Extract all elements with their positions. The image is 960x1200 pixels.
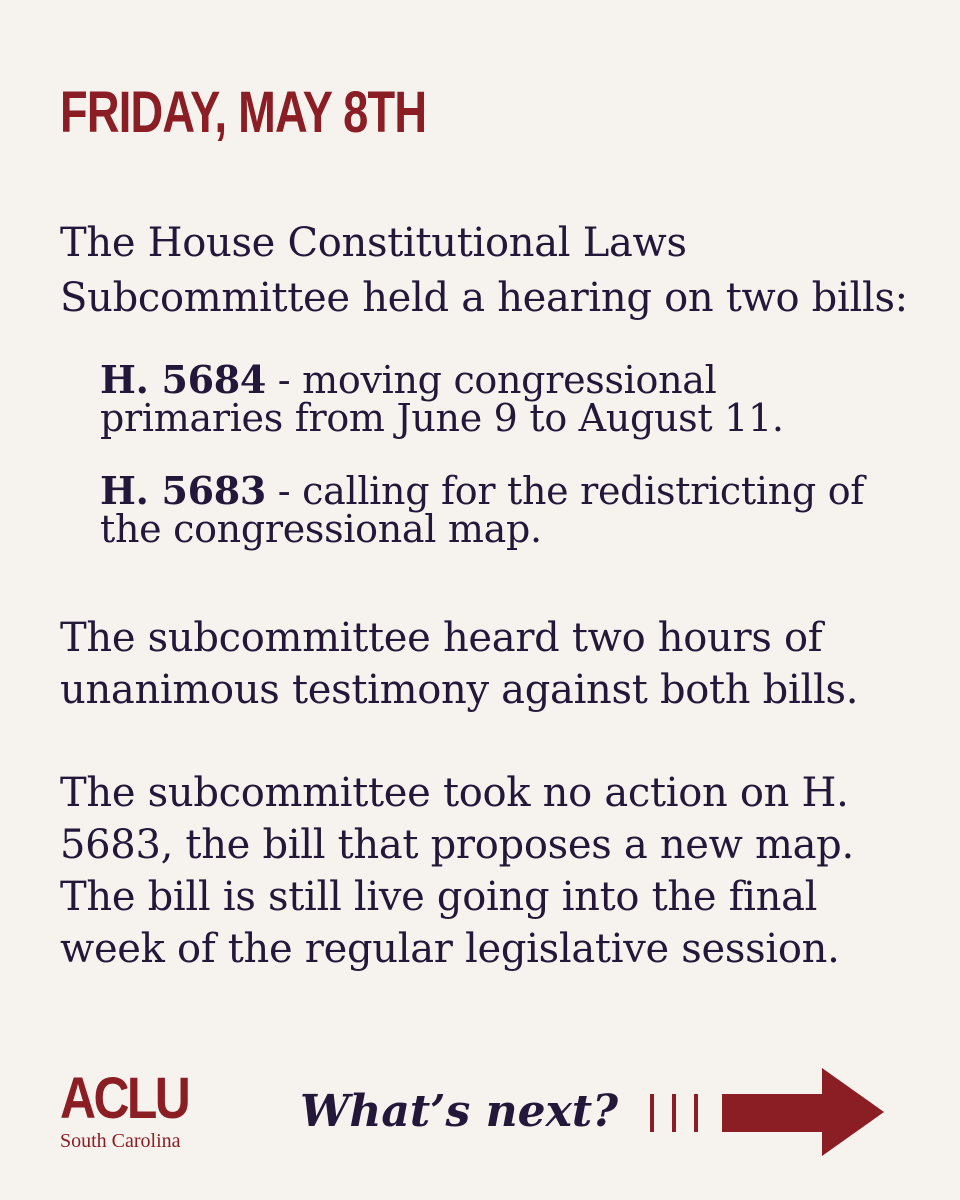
next-arrow-button[interactable] (646, 1064, 890, 1160)
aclu-logo (60, 1066, 220, 1160)
bill-number: H. 5684 (100, 357, 267, 402)
logo-wordmark: ACLU (60, 1066, 189, 1131)
bill-item (100, 468, 900, 551)
bill-description: - calling for the redistricting of the congressional map. (100, 469, 865, 551)
page-title: FRIDAY, MAY 8TH (60, 80, 427, 145)
bill-number: H. 5683 (100, 468, 267, 513)
intro-text: The House Constitutional Laws Subcommittee held a hearing on two bills: (60, 220, 908, 321)
whats-next-label: What’s next? (300, 1086, 618, 1137)
status-paragraph: The subcommittee took no action on H. 5683, the bill that proposes a new map. The bill is still live going into the final week of the regular legislative session. (60, 770, 854, 972)
logo-subtext: South Carolina (60, 1130, 181, 1152)
bill-description: - moving congressional primaries from June 9 to August 11. (100, 358, 784, 440)
bill-item (100, 357, 900, 440)
arrow-right-icon (646, 1064, 890, 1160)
testimony-paragraph: The subcommittee heard two hours of unanimous testimony against both bills. (60, 615, 859, 713)
